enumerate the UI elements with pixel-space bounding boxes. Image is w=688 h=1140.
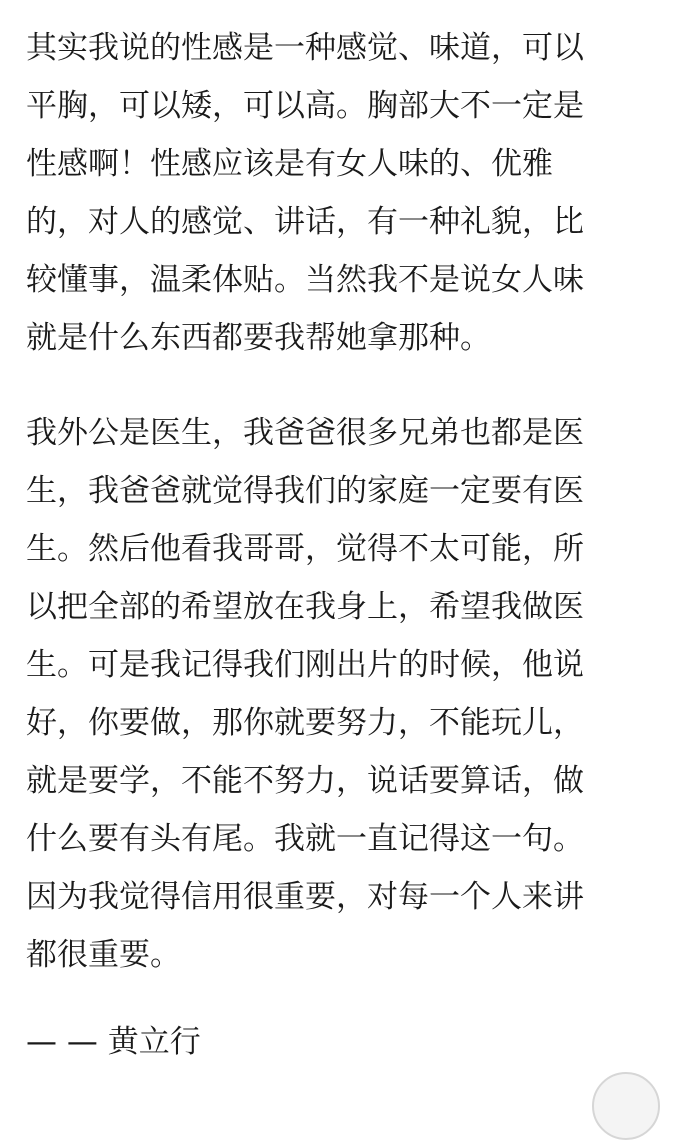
paragraph-2-line: 我外公是医生，我爸爸很多兄弟也都是医 xyxy=(26,415,584,451)
paragraph-2-line: 生。可是我记得我们刚出片的时候，他说 xyxy=(26,647,584,683)
paragraph-1-line: 其实我说的性感是一种感觉、味道，可以 xyxy=(26,30,584,66)
paragraph-2-line: 以把全部的希望放在我身上，希望我做医 xyxy=(26,589,584,625)
paragraph-2-line: 什么要有头有尾。我就一直记得这一句。 xyxy=(26,821,584,857)
paragraph-2-line: 生，我爸爸就觉得我们的家庭一定要有医 xyxy=(26,473,584,509)
paragraph-2-line: 都很重要。 xyxy=(26,937,181,973)
paragraph-1-line: 较懂事，温柔体贴。当然我不是说女人味 xyxy=(26,262,584,298)
paragraph-1-line: 性感啊！性感应该是有女人味的、优雅 xyxy=(26,146,553,182)
paragraph-2-line: 因为我觉得信用很重要，对每一个人来讲 xyxy=(26,879,584,915)
paragraph-2-line: 就是要学，不能不努力，说话要算话，做 xyxy=(26,763,584,799)
paragraph-2-line: 好，你要做，那你就要努力，不能玩儿， xyxy=(26,705,584,741)
paragraph-1-line: 就是什么东西都要我帮她拿那种。 xyxy=(26,320,491,356)
paragraph-1-line: 平胸，可以矮，可以高。胸部大不一定是 xyxy=(26,88,584,124)
paragraph-2-line: 生。然后他看我哥哥，觉得不太可能，所 xyxy=(26,531,584,567)
attribution: — — 黄立行 xyxy=(26,1024,201,1060)
corner-button[interactable] xyxy=(592,1072,660,1140)
paragraph-1-line: 的，对人的感觉、讲话，有一种礼貌，比 xyxy=(26,204,584,240)
